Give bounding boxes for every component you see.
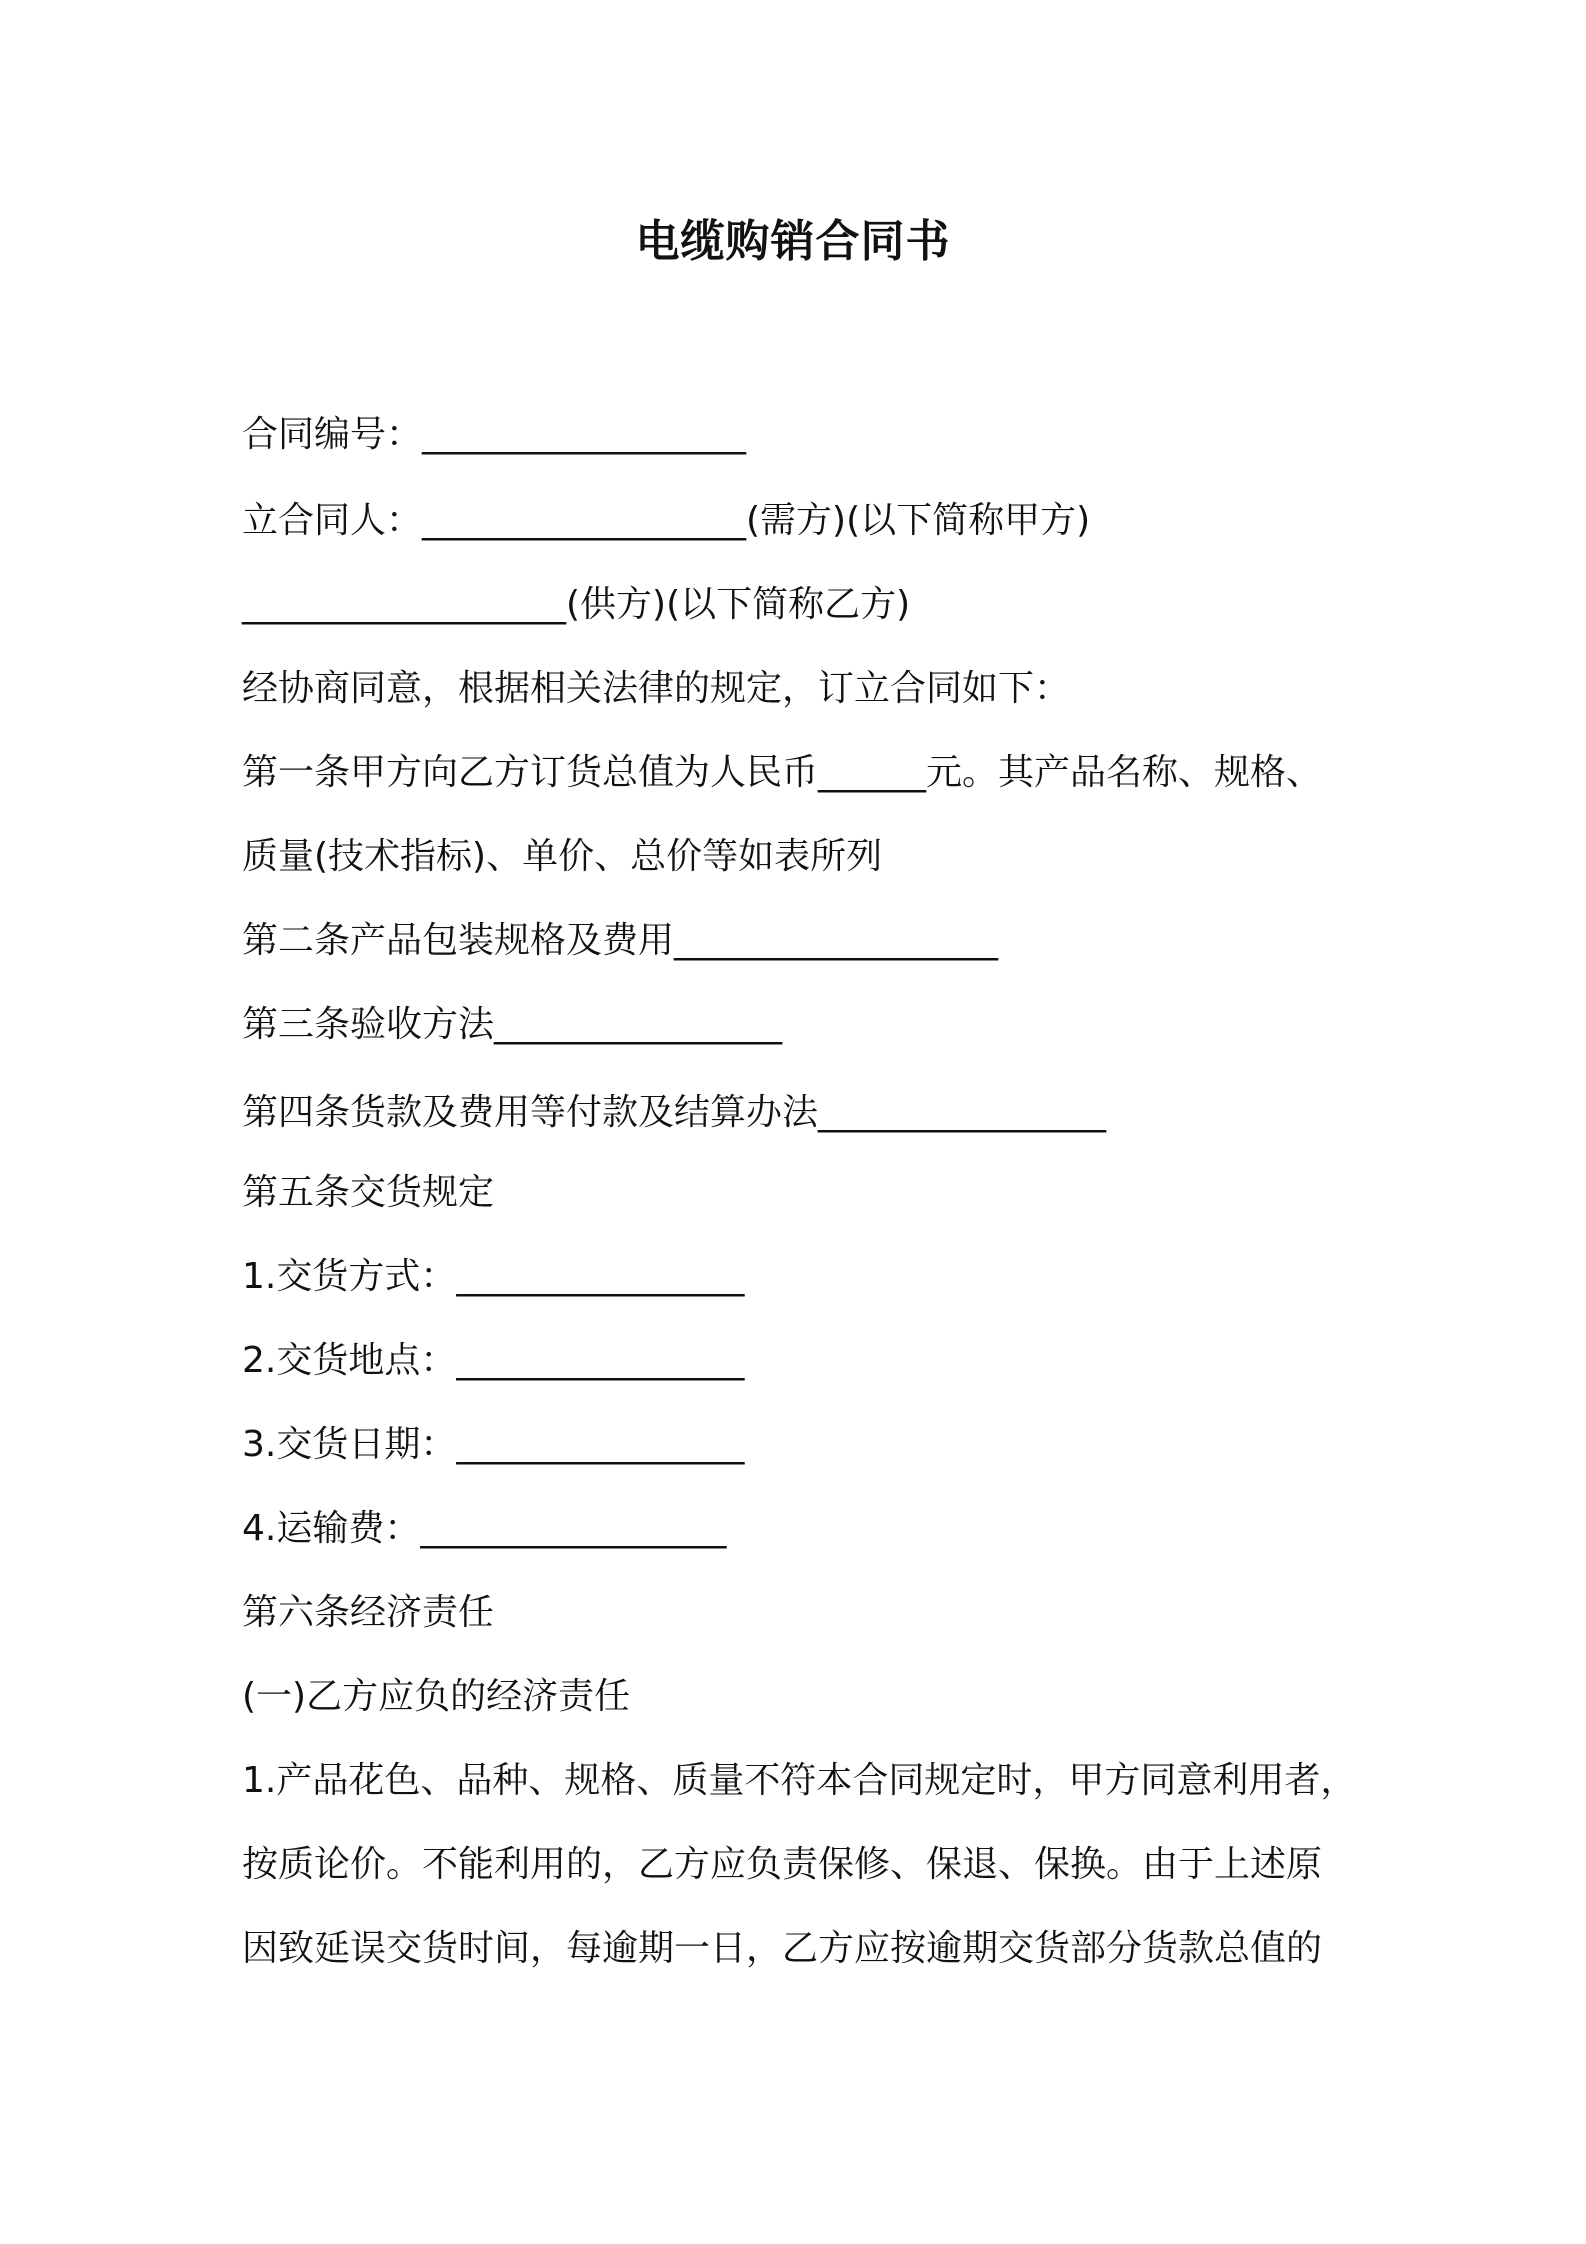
document-title: 电缆购销合同书 xyxy=(635,216,951,267)
agreement-intro-line: 经协商同意，根据相关法律的规定，订立合同如下： xyxy=(242,668,1071,709)
article-4-line: 第四条货款及费用等付款及结算办法________________ xyxy=(242,1092,1107,1133)
article-2-line: 第二条产品包装规格及费用__________________ xyxy=(242,920,999,961)
delivery-date-line: 3.交货日期：________________ xyxy=(242,1424,745,1465)
article-3-line: 第三条验收方法________________ xyxy=(242,1004,783,1045)
party-b-liability-heading: (一)乙方应负的经济责任 xyxy=(242,1676,631,1717)
liability-clause-line-1: 1.产品花色、品种、规格、质量不符本合同规定时，甲方同意利用者， xyxy=(242,1760,1357,1801)
article-5-heading: 第五条交货规定 xyxy=(242,1172,495,1213)
article-1-line-1: 第一条甲方向乙方订货总值为人民币______元。其产品名称、规格、 xyxy=(242,752,1323,793)
party-a-line: 立合同人：__________________(需方)(以下简称甲方) xyxy=(242,500,1091,541)
liability-clause-line-3: 因致延误交货时间，每逾期一日，乙方应按逾期交货部分货款总值的 xyxy=(242,1928,1323,1969)
transport-fee-line: 4.运输费：_________________ xyxy=(242,1508,727,1549)
article-6-heading: 第六条经济责任 xyxy=(242,1592,495,1633)
party-b-line: __________________(供方)(以下简称乙方) xyxy=(242,584,911,625)
contract-number-line: 合同编号：__________________ xyxy=(242,414,747,455)
liability-clause-line-2: 按质论价。不能利用的，乙方应负责保修、保退、保换。由于上述原 xyxy=(242,1844,1323,1885)
delivery-place-line: 2.交货地点：________________ xyxy=(242,1340,745,1381)
delivery-method-line: 1.交货方式：________________ xyxy=(242,1256,745,1297)
article-1-line-2: 质量(技术指标)、单价、总价等如表所列 xyxy=(242,836,883,877)
